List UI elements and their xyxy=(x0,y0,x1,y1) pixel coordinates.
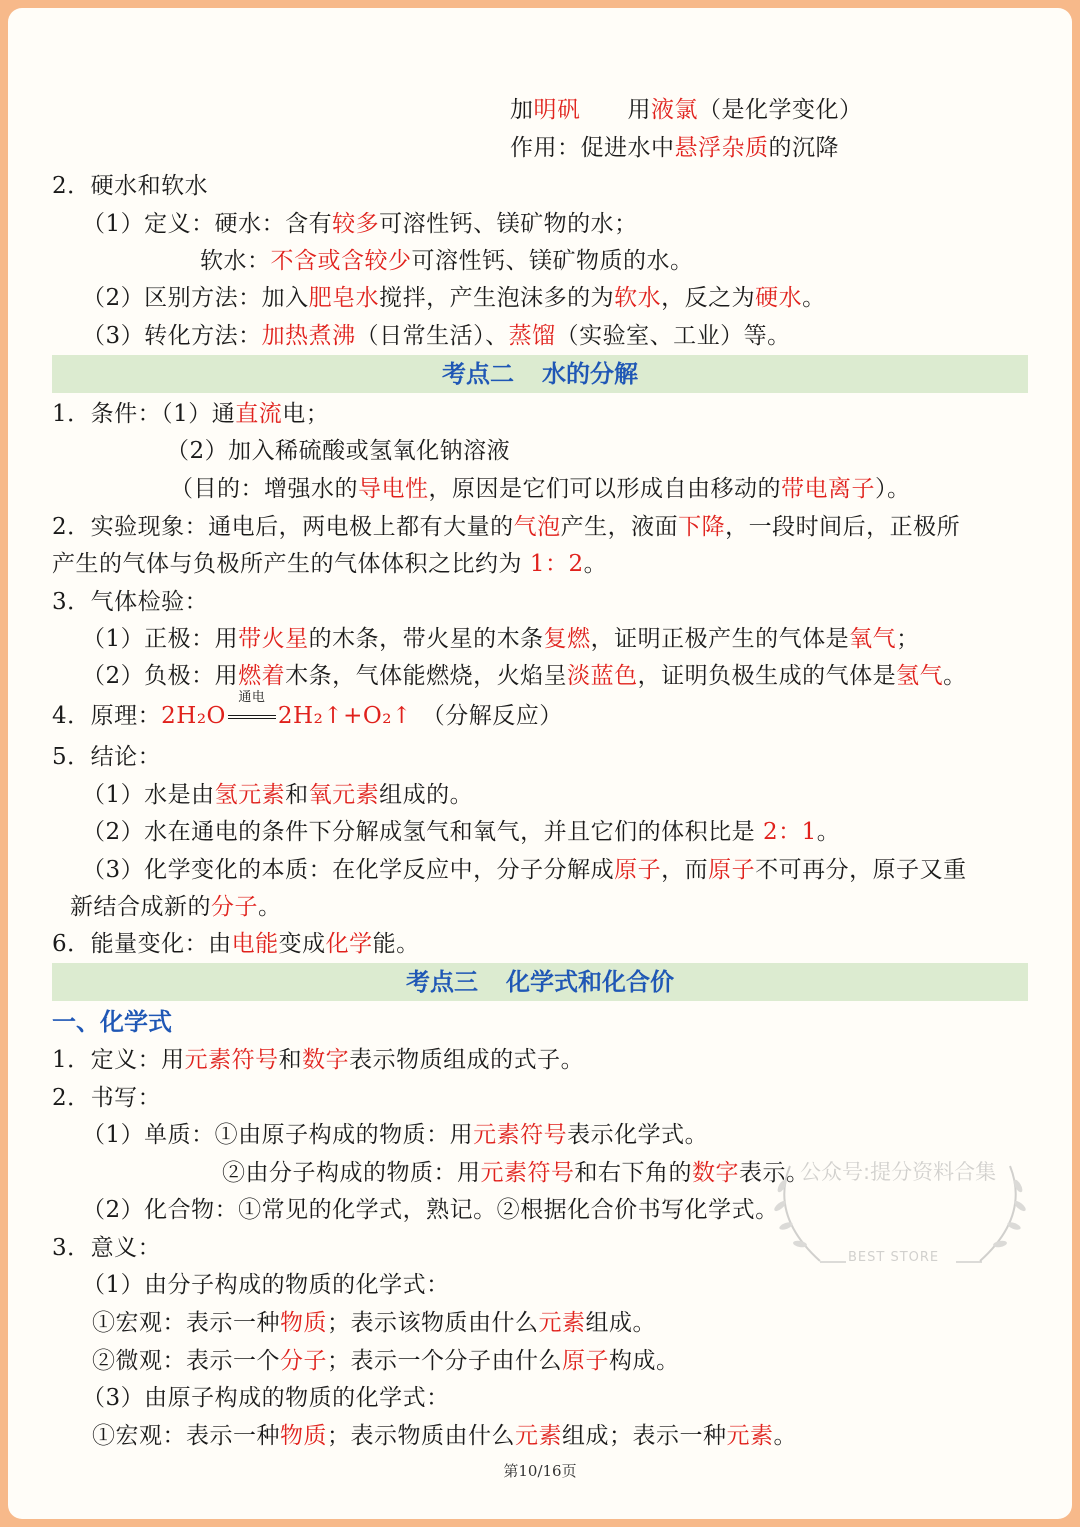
highlight-text: 原子 xyxy=(562,1348,609,1374)
condition-purpose xyxy=(170,473,911,505)
text-segment: 的木条，带火星的木条 xyxy=(308,626,544,652)
text-segment: 。 xyxy=(258,894,282,920)
reaction-arrow xyxy=(226,690,278,729)
highlight-text: 数字 xyxy=(302,1047,350,1073)
text-segment: ； xyxy=(896,626,920,652)
highlight-text: 带电离子 xyxy=(781,476,875,502)
text-segment: （2）化合物：①常见的化学式，熟记。②根据化合价书写化学式。 xyxy=(82,1197,779,1223)
text-segment: （2）加入稀硫酸或氢氧化钠溶液 xyxy=(166,438,511,464)
writing-element-molecules xyxy=(222,1157,810,1189)
gas-test-positive xyxy=(82,623,920,655)
text-segment: 。 xyxy=(802,285,826,311)
text-segment: ，证明负极生成的气体是 xyxy=(637,663,897,689)
highlight-text: 淡蓝色 xyxy=(567,663,638,689)
highlight-text: 1：2 xyxy=(529,551,584,577)
highlight-text: 物质 xyxy=(280,1310,327,1336)
text-segment: （是化学变化） xyxy=(698,97,863,123)
highlight-text: 原子 xyxy=(614,857,662,883)
watermark-brand: BEST STORE xyxy=(848,1250,940,1265)
text-segment: 加 xyxy=(510,97,534,123)
text-segment: 产生的气体与负极所产生的气体体积之比约为 xyxy=(52,551,530,577)
highlight-text: 较多 xyxy=(332,211,380,237)
highlight-text: 导电性 xyxy=(358,476,429,502)
text-segment: 2．书写： xyxy=(52,1085,162,1111)
highlight-text: 明矾 xyxy=(533,97,581,123)
condition-line-2 xyxy=(166,435,510,467)
text-segment: ②微观：表示一个 xyxy=(92,1348,280,1374)
writing-compound xyxy=(82,1194,779,1226)
highlight-text: 分子 xyxy=(211,894,258,920)
watermark-laurel xyxy=(760,1146,1040,1276)
text-segment: 组成的。 xyxy=(379,782,474,808)
text-segment: 2．硬水和软水 xyxy=(52,173,209,199)
highlight-text: 元素符号 xyxy=(473,1122,568,1148)
highlight-text: 直流 xyxy=(235,401,283,427)
page-number: 第10/16页 xyxy=(503,1462,577,1480)
text-segment: （3）由原子构成的物质的化学式： xyxy=(82,1385,450,1411)
text-segment: 搅拌，产生泡沫多的为 xyxy=(379,285,615,311)
principle-line xyxy=(52,690,563,732)
highlight-text: 氢气 xyxy=(896,663,944,689)
meaning-title xyxy=(52,1232,161,1264)
meaning-molecular-micro xyxy=(92,1345,680,1377)
text-segment: （1）正极：用 xyxy=(82,626,239,652)
highlight-text: 原子 xyxy=(708,857,756,883)
highlight-text: 加热煮沸 xyxy=(261,323,356,349)
formula-definition xyxy=(52,1044,584,1076)
reaction-condition: 通电 xyxy=(238,690,266,705)
text-segment: 。 xyxy=(583,551,608,577)
text-segment: （1）定义：硬水：含有 xyxy=(82,211,333,237)
conclusion-title xyxy=(52,741,161,773)
highlight-text: 肥皂水 xyxy=(308,285,380,311)
highlight-text: 不含或含较少 xyxy=(270,248,412,274)
text-segment: 木条，气体能燃烧，火焰呈 xyxy=(285,663,568,689)
principle-label: 4．原理： xyxy=(52,703,162,729)
highlight-text: 电能 xyxy=(231,931,279,957)
text-segment: 可溶性钙、镁矿物质的水。 xyxy=(411,248,694,274)
text-segment: 产生，液面 xyxy=(560,514,679,540)
highlight-text: 带火星 xyxy=(238,626,309,652)
text-segment: 组成。 xyxy=(585,1310,656,1336)
soft-water-definition xyxy=(200,245,694,277)
text-segment: 用 xyxy=(580,97,651,123)
text-segment: ①宏观：表示一种 xyxy=(92,1310,280,1336)
text-segment: 6．能量变化：由 xyxy=(52,931,232,957)
highlight-text: 元素符号 xyxy=(480,1160,575,1186)
text-segment: ；表示一个分子由什么 xyxy=(327,1348,562,1374)
text-segment: 。 xyxy=(943,663,967,689)
phenomenon-line-2 xyxy=(52,548,607,580)
section-heading-number: 考点三 xyxy=(406,968,478,996)
highlight-text: 化学 xyxy=(325,931,373,957)
purify-line xyxy=(510,94,863,126)
text-segment: ，反之为 xyxy=(661,285,756,311)
section-heading-title: 水的分解 xyxy=(542,360,638,388)
highlight-text: 元素 xyxy=(538,1310,586,1336)
text-segment: （日常生活）、 xyxy=(355,323,509,349)
highlight-text: 液氯 xyxy=(651,97,698,123)
gas-test-negative xyxy=(82,660,967,692)
writing-element-atoms xyxy=(82,1119,708,1151)
text-segment: （1）水是由 xyxy=(82,782,215,808)
meaning-atomic-macro xyxy=(92,1420,797,1452)
reaction-type: （分解反应） xyxy=(421,703,563,729)
conclusion-2 xyxy=(82,816,840,848)
text-segment: 5．结论： xyxy=(52,744,162,770)
section-heading-water-decomposition xyxy=(52,355,1028,393)
meaning-atomic xyxy=(82,1382,450,1414)
condition-line-1 xyxy=(52,398,329,430)
text-segment: 新结合成新的 xyxy=(70,894,211,920)
text-segment: 2．实验现象：通电后，两电极上都有大量的 xyxy=(52,514,514,540)
text-segment: ；表示该物质由什么 xyxy=(327,1310,539,1336)
hard-water-definition xyxy=(82,208,638,240)
text-segment: 和右下角的 xyxy=(574,1160,692,1186)
meaning-molecular-macro xyxy=(92,1307,656,1339)
text-segment: ，一段时间后，正极所 xyxy=(725,514,961,540)
text-segment: （1）单质：①由原子构成的物质：用 xyxy=(82,1122,474,1148)
text-segment: 3．意义： xyxy=(52,1235,162,1261)
text-segment: ①宏观：表示一种 xyxy=(92,1423,280,1449)
text-segment: 软水： xyxy=(200,248,271,274)
meaning-molecular xyxy=(82,1269,450,1301)
highlight-text: 元素符号 xyxy=(184,1047,279,1073)
text-segment: ，原因是它们可以形成自由移动的 xyxy=(428,476,781,502)
highlight-text: 2：1 xyxy=(762,819,817,845)
text-segment: （2）区别方法：加入 xyxy=(82,285,309,311)
text-segment: ，证明正极产生的气体是 xyxy=(590,626,850,652)
text-segment: 和 xyxy=(278,1047,303,1073)
energy-change xyxy=(52,928,420,960)
section-heading-chemical-formula xyxy=(52,963,1028,1001)
watermark-text: 公众号:提分资料合集 xyxy=(800,1160,997,1184)
highlight-text: 燃着 xyxy=(238,663,286,689)
conclusion-1 xyxy=(82,779,473,811)
highlight-text: 软水 xyxy=(614,285,662,311)
text-segment: 变成 xyxy=(278,931,326,957)
text-segment: 的沉降 xyxy=(768,135,839,161)
highlight-text: 气泡 xyxy=(513,514,561,540)
subsection-heading: 一、化学式 xyxy=(52,1008,172,1036)
text-segment: （3）转化方法： xyxy=(82,323,262,349)
text-segment: 和 xyxy=(285,782,309,808)
section-heading-number: 考点二 xyxy=(442,360,514,388)
text-segment: （2）水在通电的条件下分解成氢气和氧气，并且它们的体积比是 xyxy=(82,819,763,845)
text-segment: ；表示物质由什么 xyxy=(327,1423,515,1449)
highlight-text: 硬水 xyxy=(755,285,803,311)
convert-method xyxy=(82,320,791,352)
highlight-text: 元素 xyxy=(515,1423,562,1449)
purify-effect-line xyxy=(510,132,839,164)
text-segment: 能。 xyxy=(372,931,420,957)
highlight-text: 悬浮杂质 xyxy=(674,135,769,161)
text-segment: 1．定义：用 xyxy=(52,1047,185,1073)
text-segment: （目的：增强水的 xyxy=(170,476,358,502)
text-segment: 表示。 xyxy=(739,1160,810,1186)
highlight-text: 氧气 xyxy=(849,626,897,652)
text-segment: 组成；表示一种 xyxy=(562,1423,727,1449)
text-segment: 表示物质组成的式子。 xyxy=(349,1047,585,1073)
highlight-text: 物质 xyxy=(280,1423,327,1449)
text-segment: （1）由分子构成的物质的化学式： xyxy=(82,1272,450,1298)
conclusion-3a xyxy=(82,854,967,886)
text-segment: 不可再分，原子又重 xyxy=(755,857,967,883)
text-segment: （3）化学变化的本质：在化学反应中，分子分解成 xyxy=(82,857,615,883)
highlight-text: 氧元素 xyxy=(308,782,380,808)
distinguish-method xyxy=(82,282,826,314)
reaction-reactant: 2H₂O xyxy=(161,703,226,729)
hard-water-title xyxy=(52,170,208,202)
highlight-text: 蒸馏 xyxy=(508,323,556,349)
section-heading-title: 化学式和化合价 xyxy=(506,968,674,996)
highlight-text: 元素 xyxy=(726,1423,774,1449)
text-segment: 作用：促进水中 xyxy=(510,135,675,161)
text-segment: 构成。 xyxy=(609,1348,680,1374)
text-segment: 3．气体检验： xyxy=(52,589,209,615)
text-segment: 。 xyxy=(816,819,841,845)
text-segment: 表示化学式。 xyxy=(567,1122,709,1148)
highlight-text: 氢元素 xyxy=(214,782,286,808)
reaction-products: 2H₂↑+O₂↑ xyxy=(277,703,412,729)
gas-test-title xyxy=(52,586,208,618)
highlight-text: 分子 xyxy=(280,1348,327,1374)
highlight-text: 数字 xyxy=(692,1160,739,1186)
document-page xyxy=(8,8,1072,1519)
phenomenon-line-1 xyxy=(52,511,960,543)
text-segment: ）。 xyxy=(875,476,911,502)
text-segment: 电； xyxy=(282,401,330,427)
text-segment: （实验室、工业）等。 xyxy=(555,323,791,349)
text-segment: ，而 xyxy=(661,857,709,883)
text-segment: ②由分子构成的物质：用 xyxy=(222,1160,481,1186)
text-segment: （2）负极：用 xyxy=(82,663,239,689)
text-segment: 1．条件：（1）通 xyxy=(52,401,236,427)
conclusion-3b xyxy=(70,891,282,923)
highlight-text: 复燃 xyxy=(543,626,591,652)
writing-title xyxy=(52,1082,161,1114)
text-segment: 。 xyxy=(773,1423,797,1449)
text-segment: 可溶性钙、镁矿物的水； xyxy=(379,211,638,237)
highlight-text: 下降 xyxy=(678,514,726,540)
